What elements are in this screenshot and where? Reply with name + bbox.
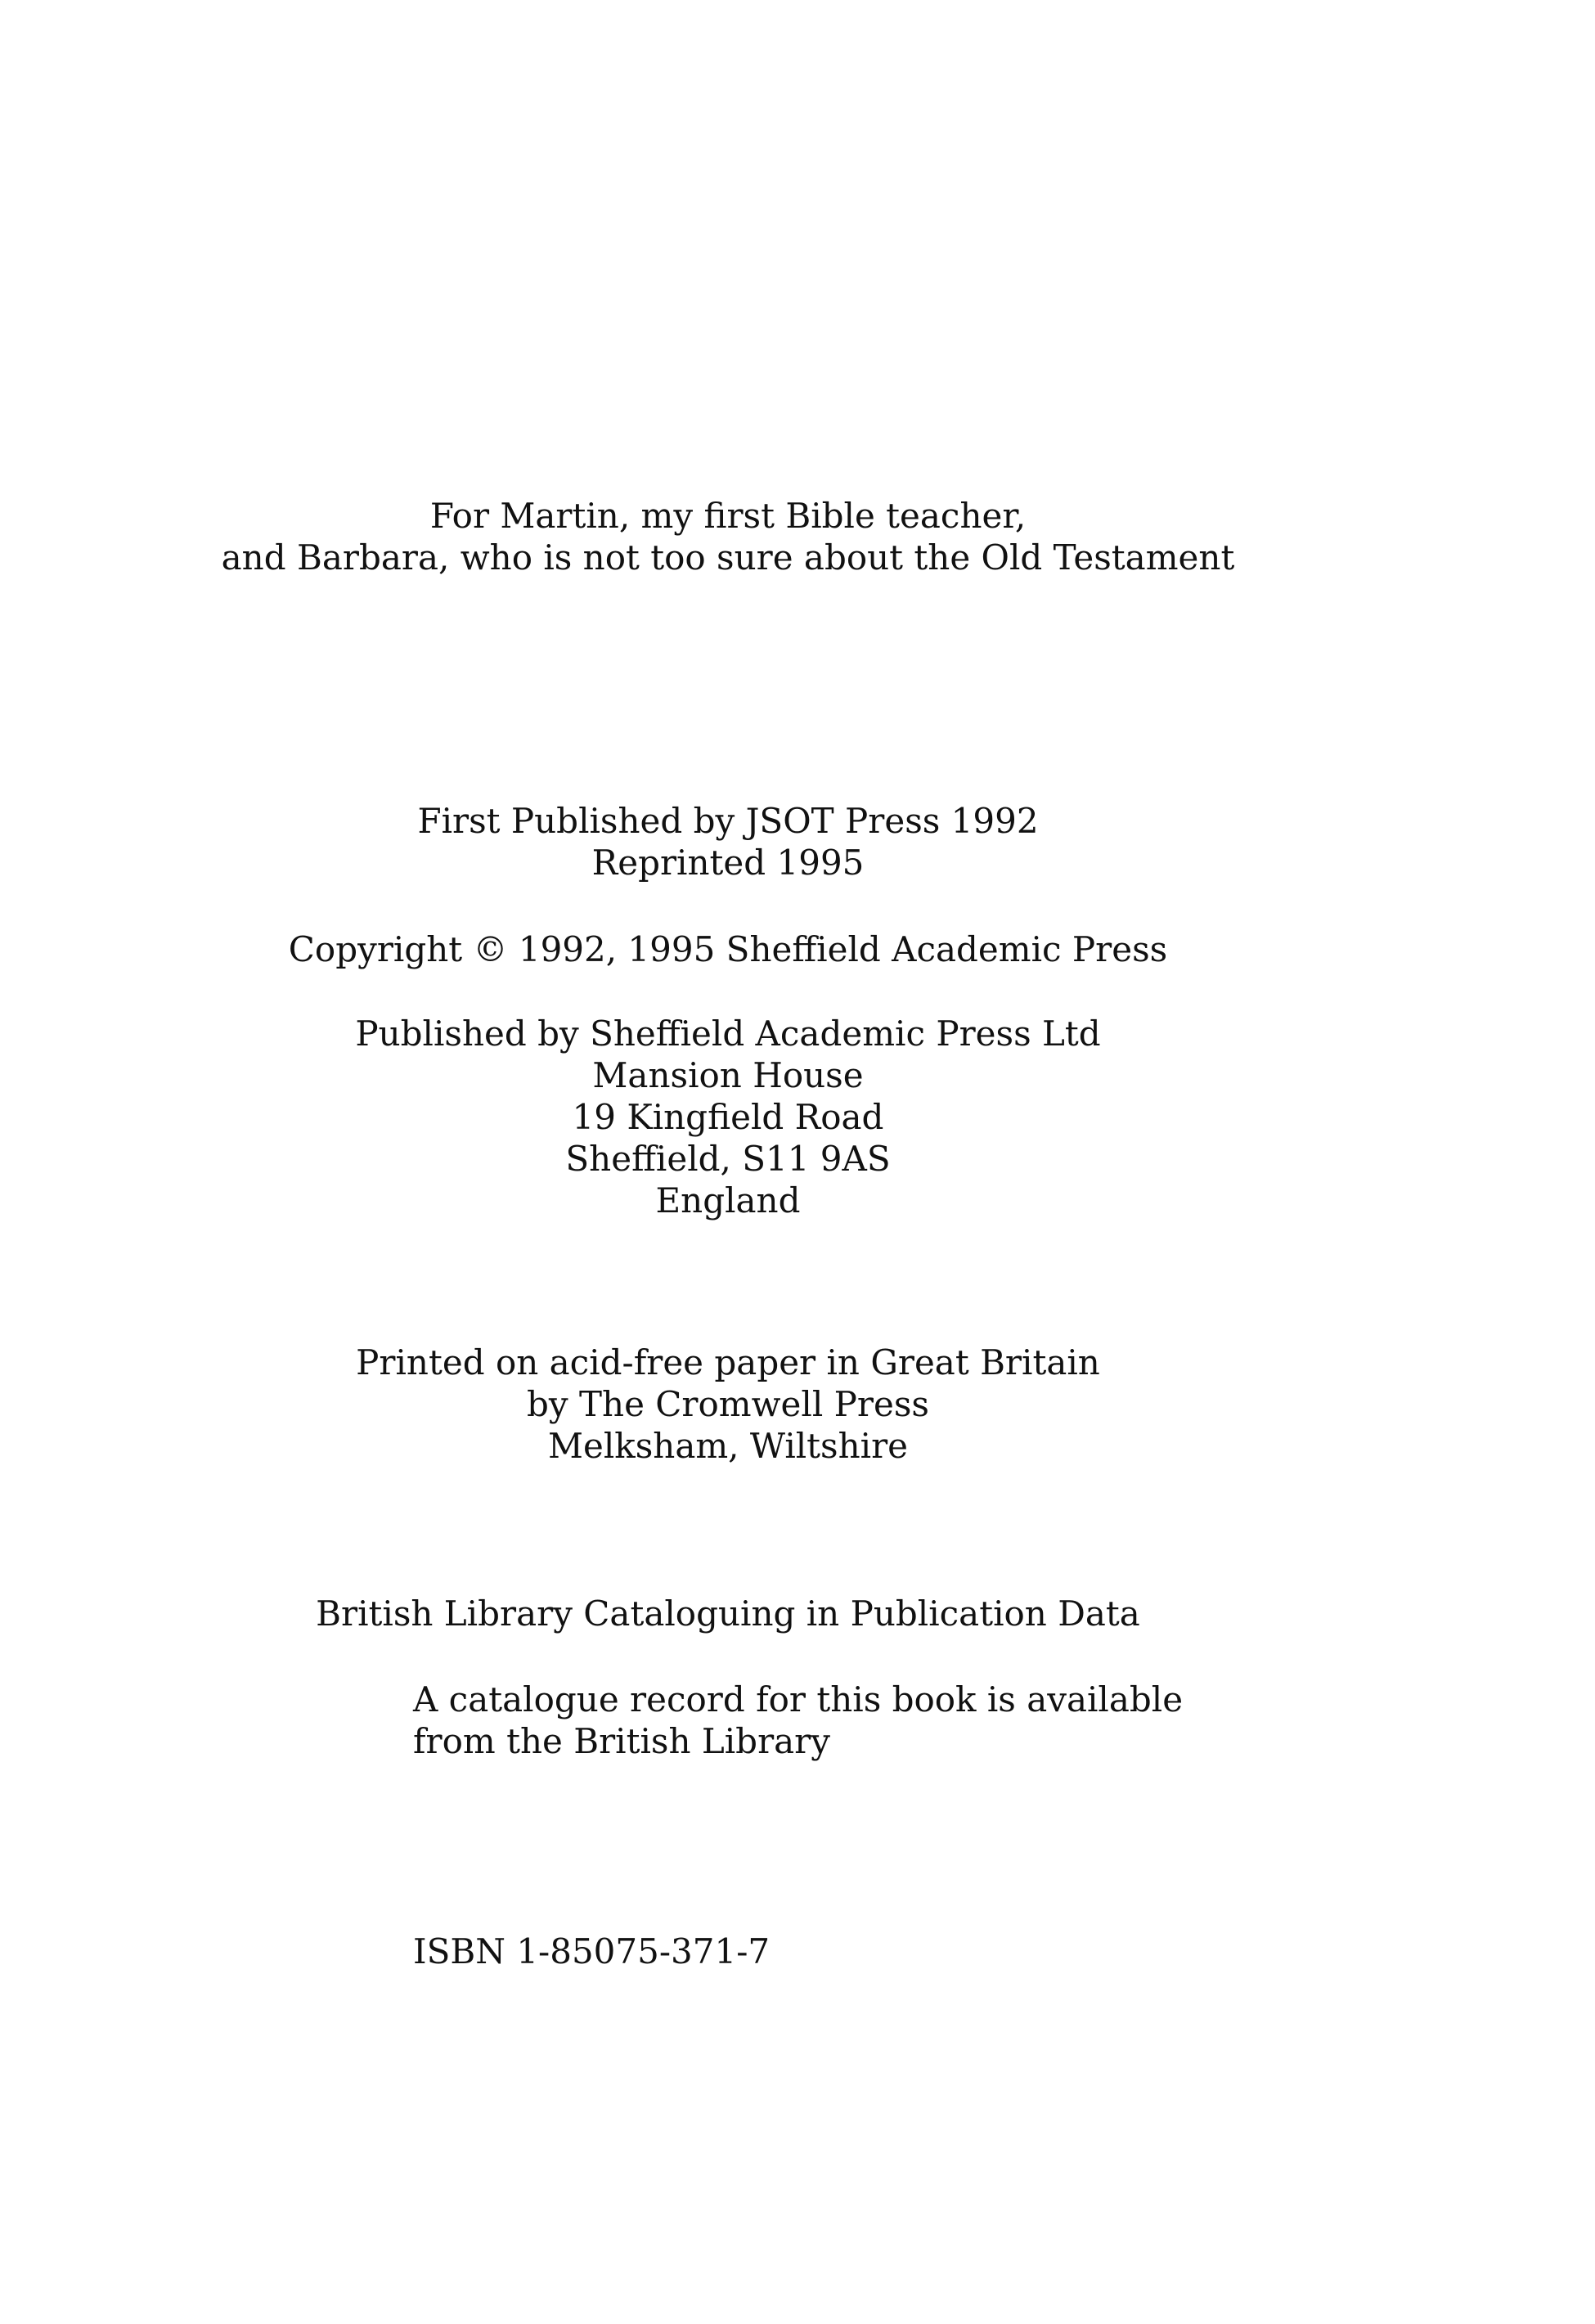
- printer-line-2: by The Cromwell Press: [527, 1384, 929, 1424]
- printer-line-3: Melksham, Wiltshire: [547, 1426, 909, 1466]
- publication-history: [0, 800, 1456, 883]
- isbn: [413, 1931, 770, 1972]
- cip-heading: [0, 1593, 1456, 1634]
- publisher-address: [0, 1013, 1456, 1221]
- cip-line-1: A catalogue record for this book is available: [413, 1679, 1184, 1719]
- first-published-line: First Published by JSOT Press 1992: [417, 801, 1039, 841]
- cip-record: [413, 1679, 1183, 1762]
- dedication-line-1: For Martin, my first Bible teacher,: [429, 496, 1027, 536]
- publisher-line-5: England: [655, 1180, 801, 1220]
- copyright-line: Copyright © 1992, 1995 Sheffield Academic Press: [288, 929, 1168, 969]
- dedication: [0, 495, 1456, 578]
- isbn-text: ISBN 1-85075-371-7: [413, 1931, 771, 1971]
- copyright-notice: [0, 928, 1456, 970]
- printer-line-1: Printed on acid-free paper in Great Britain: [356, 1342, 1100, 1382]
- publisher-line-1: Published by Sheffield Academic Press Ltd: [355, 1014, 1101, 1054]
- cip-heading-text: British Library Cataloguing in Publication Data: [316, 1594, 1140, 1634]
- reprinted-line: Reprinted 1995: [591, 843, 865, 883]
- publisher-line-2: Mansion House: [592, 1055, 864, 1095]
- cip-line-2: from the British Library: [413, 1721, 830, 1761]
- printer-info: [0, 1342, 1456, 1467]
- publisher-line-3: 19 Kingfield Road: [572, 1097, 884, 1137]
- dedication-line-2: and Barbara, who is not too sure about the Old Testament: [221, 537, 1235, 578]
- publisher-line-4: Sheffield, S11 9AS: [565, 1139, 891, 1179]
